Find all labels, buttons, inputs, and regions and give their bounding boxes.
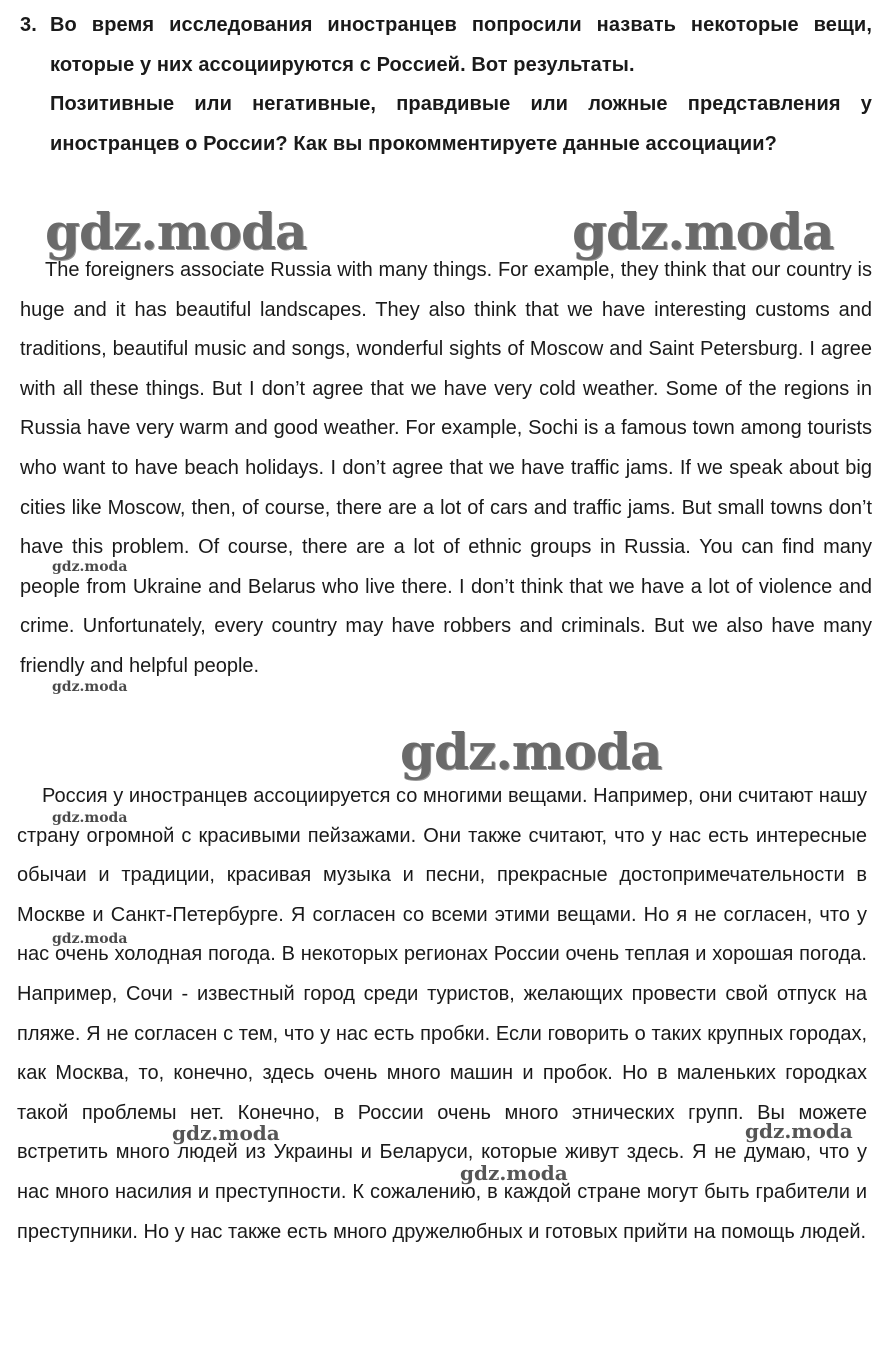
watermark-logo: gdz.moda — [572, 202, 834, 261]
watermark-mid: gdz.moda — [172, 1121, 280, 1145]
task-block — [20, 6, 872, 164]
task-question: Во время исследования иностранцев попросили назвать некоторые вещи, которые у них ассоциируются с Россией. Вот результаты. — [50, 14, 872, 76]
watermark-small: gdz.moda — [52, 810, 128, 826]
answer-english: The foreigners associate Russia with many things. For example, they think that our country is huge and it has beautiful landscapes. They also think that we have interesting customs and traditions, beautiful music and songs, wonderful sights of Moscow and Saint Petersburg. I agree with all these things. But I don’t agree that we have very cold weather. Some of the regions in Russia have very warm and good weather. For example, Sochi is a famous town among tourists who want to have beach holidays. I don’t agree that we have traffic jams. If we speak about big cities like Moscow, then, of course, there are a lot of cars and traffic jams. But small towns don’t have this problem. Of course, there are a lot of ethnic groups in Russia. You can find many people from Ukraine and Belarus who live there. I don’t think that we have a lot of violence and crime. Unfortunately, every country may have robbers and criminals. But we also have many friendly and helpful people. — [20, 259, 872, 677]
watermark-mid: gdz.moda — [460, 1161, 568, 1185]
task-prompt: Позитивные или негативные, правдивые или ложные представления у иностранцев о России? Как вы прокомментируете данные ассоциации? — [50, 93, 872, 155]
watermark-mid: gdz.moda — [745, 1119, 853, 1143]
watermark-small: gdz.moda — [52, 679, 128, 695]
task-number: 3. — [20, 14, 37, 36]
task-body — [50, 6, 872, 164]
watermark-logo: gdz.moda — [400, 722, 662, 781]
watermark-logo: gdz.moda — [45, 202, 307, 261]
watermark-small: gdz.moda — [52, 559, 128, 575]
watermark-small: gdz.moda — [52, 931, 128, 947]
answer-russian: Россия у иностранцев ассоциируется со многими вещами. Например, они считают нашу страну огромной с красивыми пейзажами. Они также считают, что у нас есть интересные обычаи и традиции, красивая музыка и песни, прекрасные достопримечательности в Москве и Санкт-Петербурге. Я согласен со всеми этими вещами. Но я не согласен, что у нас очень холодная погода. В некоторых регионах России очень теплая и хорошая погода. Например, Сочи - известный город среди туристов, желающих провести свой отпуск на пляже. Я не согласен с тем, что у нас есть пробки. Если говорить о таких крупных городах, как Москва, то, конечно, здесь очень много машин и пробок. Но в маленьких городках такой проблемы нет. Конечно, в России очень много этнических групп. Вы можете встретить много людей из Украины и Беларуси, которые живут здесь. Я не думаю, что у нас много насилия и преступности. К сожалению, в каждой стране могут быть грабители и преступники. Но у нас также есть много дружелюбных и готовых прийти на помощь людей. — [17, 785, 867, 1243]
